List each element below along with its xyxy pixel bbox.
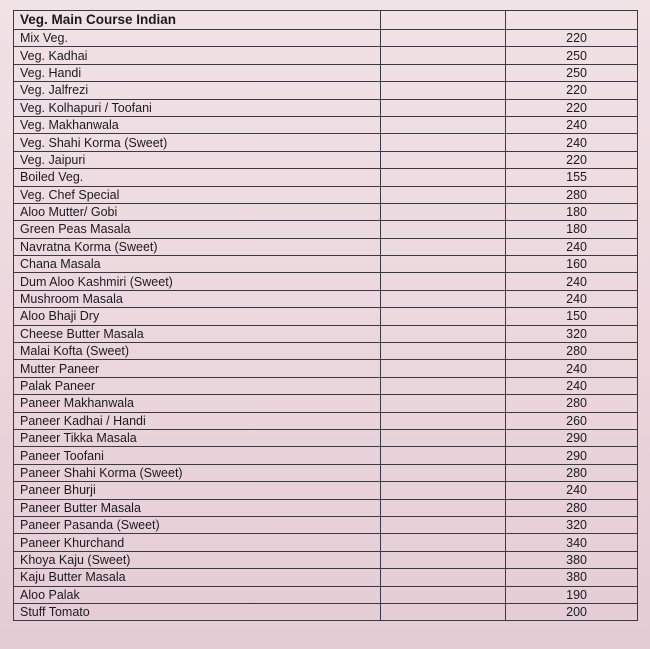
dish-name: Navratna Korma (Sweet): [14, 238, 381, 255]
table-row: [14, 395, 638, 412]
dish-price: 200: [506, 603, 638, 620]
empty-cell: [381, 325, 506, 342]
empty-cell: [381, 395, 506, 412]
dish-price: 280: [506, 186, 638, 203]
dish-name: Mutter Paneer: [14, 360, 381, 377]
empty-cell: [381, 169, 506, 186]
empty-cell: [381, 377, 506, 394]
section-title: Veg. Main Course Indian: [14, 11, 381, 30]
empty-cell: [381, 482, 506, 499]
dish-name: Malai Kofta (Sweet): [14, 343, 381, 360]
dish-name: Aloo Palak: [14, 586, 381, 603]
header-empty-cell: [506, 11, 638, 30]
dish-price: 280: [506, 343, 638, 360]
empty-cell: [381, 412, 506, 429]
table-row: [14, 116, 638, 133]
dish-price: 260: [506, 412, 638, 429]
dish-price: 320: [506, 325, 638, 342]
table-row: [14, 186, 638, 203]
dish-name: Paneer Tikka Masala: [14, 429, 381, 446]
dish-price: 280: [506, 395, 638, 412]
dish-price: 380: [506, 569, 638, 586]
empty-cell: [381, 203, 506, 220]
table-row: [14, 82, 638, 99]
table-row: [14, 273, 638, 290]
table-row: [14, 169, 638, 186]
empty-cell: [381, 221, 506, 238]
empty-cell: [381, 308, 506, 325]
dish-price: 240: [506, 273, 638, 290]
dish-name: Paneer Makhanwala: [14, 395, 381, 412]
dish-price: 220: [506, 30, 638, 47]
table-row: [14, 429, 638, 446]
empty-cell: [381, 586, 506, 603]
dish-price: 320: [506, 516, 638, 533]
table-row: [14, 551, 638, 568]
dish-name: Aloo Bhaji Dry: [14, 308, 381, 325]
empty-cell: [381, 360, 506, 377]
menu-header-row: [14, 11, 638, 30]
empty-cell: [381, 30, 506, 47]
dish-name: Veg. Makhanwala: [14, 116, 381, 133]
table-row: [14, 325, 638, 342]
dish-price: 240: [506, 134, 638, 151]
table-row: [14, 499, 638, 516]
table-row: [14, 516, 638, 533]
dish-price: 150: [506, 308, 638, 325]
dish-price: 240: [506, 482, 638, 499]
dish-price: 180: [506, 221, 638, 238]
table-row: [14, 203, 638, 220]
dish-price: 280: [506, 464, 638, 481]
table-row: [14, 99, 638, 116]
empty-cell: [381, 551, 506, 568]
empty-cell: [381, 499, 506, 516]
table-row: [14, 412, 638, 429]
dish-name: Green Peas Masala: [14, 221, 381, 238]
empty-cell: [381, 47, 506, 64]
table-row: [14, 569, 638, 586]
dish-name: Mix Veg.: [14, 30, 381, 47]
dish-price: 220: [506, 82, 638, 99]
table-row: [14, 308, 638, 325]
dish-name: Chana Masala: [14, 256, 381, 273]
table-row: [14, 256, 638, 273]
table-row: [14, 464, 638, 481]
empty-cell: [381, 516, 506, 533]
dish-price: 240: [506, 377, 638, 394]
table-row: [14, 30, 638, 47]
menu-table: [13, 10, 638, 621]
dish-name: Khoya Kaju (Sweet): [14, 551, 381, 568]
dish-price: 240: [506, 238, 638, 255]
empty-cell: [381, 343, 506, 360]
empty-cell: [381, 186, 506, 203]
menu-body: [14, 30, 638, 621]
table-row: [14, 221, 638, 238]
table-row: [14, 360, 638, 377]
dish-name: Boiled Veg.: [14, 169, 381, 186]
dish-price: 240: [506, 116, 638, 133]
dish-name: Dum Aloo Kashmiri (Sweet): [14, 273, 381, 290]
empty-cell: [381, 290, 506, 307]
dish-name: Veg. Shahi Korma (Sweet): [14, 134, 381, 151]
empty-cell: [381, 99, 506, 116]
dish-price: 220: [506, 151, 638, 168]
table-row: [14, 534, 638, 551]
table-row: [14, 586, 638, 603]
empty-cell: [381, 134, 506, 151]
dish-price: 240: [506, 290, 638, 307]
dish-name: Palak Paneer: [14, 377, 381, 394]
dish-name: Stuff Tomato: [14, 603, 381, 620]
dish-price: 250: [506, 64, 638, 81]
dish-price: 155: [506, 169, 638, 186]
table-row: [14, 47, 638, 64]
dish-price: 250: [506, 47, 638, 64]
empty-cell: [381, 464, 506, 481]
table-row: [14, 447, 638, 464]
table-row: [14, 482, 638, 499]
table-row: [14, 290, 638, 307]
dish-name: Paneer Khurchand: [14, 534, 381, 551]
dish-name: Veg. Kolhapuri / Toofani: [14, 99, 381, 116]
empty-cell: [381, 447, 506, 464]
dish-name: Veg. Jalfrezi: [14, 82, 381, 99]
dish-price: 180: [506, 203, 638, 220]
dish-price: 290: [506, 447, 638, 464]
empty-cell: [381, 151, 506, 168]
dish-price: 220: [506, 99, 638, 116]
table-row: [14, 151, 638, 168]
empty-cell: [381, 603, 506, 620]
dish-name: Aloo Mutter/ Gobi: [14, 203, 381, 220]
empty-cell: [381, 256, 506, 273]
dish-price: 380: [506, 551, 638, 568]
table-row: [14, 377, 638, 394]
empty-cell: [381, 534, 506, 551]
dish-name: Paneer Butter Masala: [14, 499, 381, 516]
table-row: [14, 64, 638, 81]
dish-price: 340: [506, 534, 638, 551]
dish-name: Veg. Chef Special: [14, 186, 381, 203]
dish-name: Veg. Jaipuri: [14, 151, 381, 168]
empty-cell: [381, 64, 506, 81]
dish-name: Paneer Bhurji: [14, 482, 381, 499]
dish-price: 290: [506, 429, 638, 446]
dish-price: 240: [506, 360, 638, 377]
empty-cell: [381, 116, 506, 133]
dish-name: Paneer Toofani: [14, 447, 381, 464]
table-row: [14, 134, 638, 151]
table-row: [14, 603, 638, 620]
empty-cell: [381, 82, 506, 99]
table-row: [14, 343, 638, 360]
dish-price: 190: [506, 586, 638, 603]
dish-name: Veg. Handi: [14, 64, 381, 81]
dish-name: Paneer Kadhai / Handi: [14, 412, 381, 429]
dish-name: Paneer Pasanda (Sweet): [14, 516, 381, 533]
dish-name: Kaju Butter Masala: [14, 569, 381, 586]
header-empty-cell: [381, 11, 506, 30]
empty-cell: [381, 429, 506, 446]
dish-name: Veg. Kadhai: [14, 47, 381, 64]
dish-price: 160: [506, 256, 638, 273]
dish-name: Cheese Butter Masala: [14, 325, 381, 342]
empty-cell: [381, 569, 506, 586]
dish-name: Mushroom Masala: [14, 290, 381, 307]
table-row: [14, 238, 638, 255]
empty-cell: [381, 273, 506, 290]
dish-price: 280: [506, 499, 638, 516]
dish-name: Paneer Shahi Korma (Sweet): [14, 464, 381, 481]
empty-cell: [381, 238, 506, 255]
